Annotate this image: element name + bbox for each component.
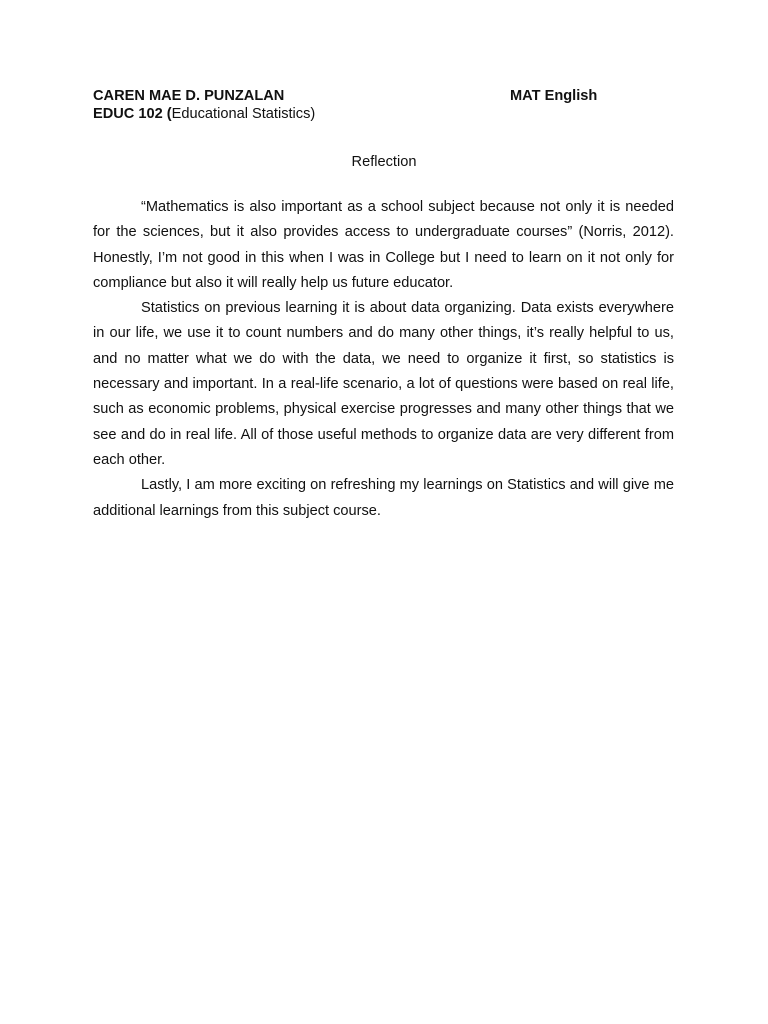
header-row-course: [93, 105, 315, 123]
paragraph-1: “Mathematics is also important as a school subject because not only it is needed for the sciences, but it also provides access to undergraduate courses” (Norris, 2012). Honestly, I’m not good in this when I was in College but I need to learn on it not only for compliance but also it will really help us future educator.: [93, 199, 674, 291]
course-code: EDUC 102 (: [93, 106, 172, 122]
document-body: [93, 195, 674, 524]
header-row-name: [93, 87, 613, 105]
document-title: Reflection: [351, 154, 417, 170]
program-label: MAT English: [510, 88, 598, 104]
paragraph-3: Lastly, I am more exciting on refreshing my learnings on Statistics and will give me additional learnings from this subject course.: [93, 477, 674, 519]
paragraph-2: Statistics on previous learning it is about data organizing. Data exists everywhere in our life, we use it to count numbers and do many other things, it’s really helpful to us, and no matter what we do with the data, we need to organize it first, so statistics is necessary and important. In a real-life scenario, a lot of questions were based on real life, such as economic problems, physical exercise progresses and many other things that we see and do in real life. All of those useful methods to organize data are very different from each other.: [93, 300, 674, 468]
course-title: Educational Statistics): [171, 106, 316, 122]
author-name: CAREN MAE D. PUNZALAN: [93, 88, 285, 104]
